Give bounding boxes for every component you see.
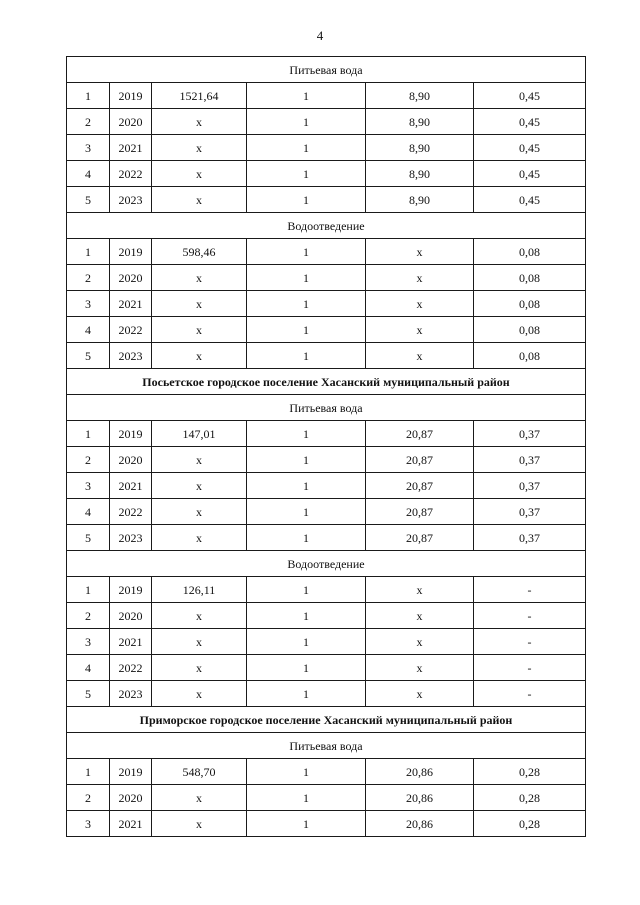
table-row: [67, 109, 586, 135]
coefficient-cell: 1: [247, 655, 366, 681]
row-number-cell: 2: [67, 603, 110, 629]
value-cell: х: [152, 187, 247, 213]
service-heading: Питьевая вода: [67, 57, 586, 83]
index-cell: х: [366, 291, 474, 317]
rate-cell: 0,08: [474, 291, 586, 317]
index-cell: 8,90: [366, 135, 474, 161]
value-cell: х: [152, 655, 247, 681]
year-cell: 2020: [110, 785, 152, 811]
year-cell: 2019: [110, 577, 152, 603]
page-number: 4: [316, 28, 324, 43]
year-cell: 2021: [110, 811, 152, 837]
table-row: [67, 473, 586, 499]
index-cell: х: [366, 655, 474, 681]
index-cell: 8,90: [366, 109, 474, 135]
coefficient-cell: 1: [247, 265, 366, 291]
table-row: [67, 265, 586, 291]
table-row: [67, 135, 586, 161]
row-number-cell: 5: [67, 681, 110, 707]
value-cell: х: [152, 499, 247, 525]
coefficient-cell: 1: [247, 239, 366, 265]
value-cell: х: [152, 525, 247, 551]
index-cell: х: [366, 317, 474, 343]
rate-cell: 0,37: [474, 499, 586, 525]
rate-cell: -: [474, 655, 586, 681]
rate-cell: 0,45: [474, 109, 586, 135]
coefficient-cell: 1: [247, 499, 366, 525]
row-number-cell: 1: [67, 759, 110, 785]
coefficient-cell: 1: [247, 135, 366, 161]
settlement-heading: Приморское городское поселение Хасанский муниципальный район: [67, 707, 586, 733]
coefficient-cell: 1: [247, 473, 366, 499]
year-cell: 2023: [110, 525, 152, 551]
value-cell: х: [152, 629, 247, 655]
row-number-cell: 1: [67, 83, 110, 109]
row-number-cell: 3: [67, 135, 110, 161]
table-row: [67, 525, 586, 551]
table-row: [67, 785, 586, 811]
year-cell: 2022: [110, 655, 152, 681]
row-number-cell: 5: [67, 525, 110, 551]
service-heading: Питьевая вода: [67, 395, 586, 421]
index-cell: 20,86: [366, 759, 474, 785]
value-cell: х: [152, 161, 247, 187]
coefficient-cell: 1: [247, 187, 366, 213]
table-row: [67, 421, 586, 447]
row-number-cell: 1: [67, 421, 110, 447]
value-cell: х: [152, 317, 247, 343]
year-cell: 2022: [110, 499, 152, 525]
rate-cell: 0,45: [474, 83, 586, 109]
index-cell: 20,86: [366, 811, 474, 837]
value-cell: х: [152, 291, 247, 317]
year-cell: 2023: [110, 187, 152, 213]
row-number-cell: 3: [67, 473, 110, 499]
service-heading-row: [67, 395, 586, 421]
year-cell: 2022: [110, 317, 152, 343]
index-cell: х: [366, 239, 474, 265]
table-row: [67, 291, 586, 317]
tariff-table: [66, 56, 586, 837]
rate-cell: -: [474, 681, 586, 707]
index-cell: 8,90: [366, 187, 474, 213]
settlement-heading-row: [67, 707, 586, 733]
year-cell: 2020: [110, 265, 152, 291]
row-number-cell: 4: [67, 655, 110, 681]
value-cell: х: [152, 135, 247, 161]
table-row: [67, 239, 586, 265]
year-cell: 2022: [110, 161, 152, 187]
table-row: [67, 187, 586, 213]
value-cell: х: [152, 603, 247, 629]
rate-cell: 0,08: [474, 343, 586, 369]
table-row: [67, 161, 586, 187]
service-heading-row: [67, 733, 586, 759]
service-heading: Питьевая вода: [67, 733, 586, 759]
row-number-cell: 5: [67, 187, 110, 213]
table-row: [67, 759, 586, 785]
row-number-cell: 2: [67, 785, 110, 811]
coefficient-cell: 1: [247, 109, 366, 135]
year-cell: 2019: [110, 83, 152, 109]
rate-cell: 0,28: [474, 785, 586, 811]
index-cell: х: [366, 629, 474, 655]
coefficient-cell: 1: [247, 629, 366, 655]
row-number-cell: 2: [67, 109, 110, 135]
index-cell: х: [366, 343, 474, 369]
coefficient-cell: 1: [247, 447, 366, 473]
index-cell: х: [366, 681, 474, 707]
service-heading: Водоотведение: [67, 551, 586, 577]
row-number-cell: 4: [67, 499, 110, 525]
value-cell: х: [152, 343, 247, 369]
table-row: [67, 83, 586, 109]
value-cell: 126,11: [152, 577, 247, 603]
rate-cell: 0,37: [474, 473, 586, 499]
value-cell: 147,01: [152, 421, 247, 447]
table-row: [67, 811, 586, 837]
rate-cell: 0,37: [474, 447, 586, 473]
table-row: [67, 603, 586, 629]
row-number-cell: 4: [67, 317, 110, 343]
coefficient-cell: 1: [247, 525, 366, 551]
year-cell: 2019: [110, 239, 152, 265]
index-cell: х: [366, 603, 474, 629]
rate-cell: -: [474, 629, 586, 655]
settlement-heading: Посьетское городское поселение Хасанский муниципальный район: [67, 369, 586, 395]
value-cell: х: [152, 681, 247, 707]
year-cell: 2023: [110, 343, 152, 369]
coefficient-cell: 1: [247, 161, 366, 187]
year-cell: 2019: [110, 759, 152, 785]
service-heading-row: [67, 551, 586, 577]
row-number-cell: 2: [67, 265, 110, 291]
table-row: [67, 499, 586, 525]
settlement-heading-row: [67, 369, 586, 395]
year-cell: 2020: [110, 603, 152, 629]
coefficient-cell: 1: [247, 811, 366, 837]
rate-cell: 0,08: [474, 265, 586, 291]
rate-cell: 0,37: [474, 421, 586, 447]
table-row: [67, 577, 586, 603]
rate-cell: 0,08: [474, 239, 586, 265]
index-cell: 20,87: [366, 473, 474, 499]
coefficient-cell: 1: [247, 785, 366, 811]
value-cell: х: [152, 811, 247, 837]
row-number-cell: 3: [67, 629, 110, 655]
table-body: [67, 57, 586, 837]
coefficient-cell: 1: [247, 421, 366, 447]
table-row: [67, 317, 586, 343]
index-cell: 20,86: [366, 785, 474, 811]
value-cell: 548,70: [152, 759, 247, 785]
coefficient-cell: 1: [247, 759, 366, 785]
service-heading-row: [67, 213, 586, 239]
value-cell: х: [152, 473, 247, 499]
index-cell: 20,87: [366, 421, 474, 447]
rate-cell: 0,37: [474, 525, 586, 551]
rate-cell: 0,45: [474, 135, 586, 161]
coefficient-cell: 1: [247, 577, 366, 603]
table-row: [67, 655, 586, 681]
rate-cell: -: [474, 603, 586, 629]
row-number-cell: 1: [67, 239, 110, 265]
year-cell: 2021: [110, 473, 152, 499]
index-cell: 20,87: [366, 499, 474, 525]
table-row: [67, 681, 586, 707]
index-cell: 8,90: [366, 83, 474, 109]
row-number-cell: 5: [67, 343, 110, 369]
coefficient-cell: 1: [247, 291, 366, 317]
row-number-cell: 2: [67, 447, 110, 473]
value-cell: х: [152, 109, 247, 135]
year-cell: 2019: [110, 421, 152, 447]
rate-cell: 0,45: [474, 161, 586, 187]
rate-cell: 0,45: [474, 187, 586, 213]
year-cell: 2021: [110, 135, 152, 161]
year-cell: 2023: [110, 681, 152, 707]
index-cell: 20,87: [366, 525, 474, 551]
index-cell: 8,90: [366, 161, 474, 187]
value-cell: х: [152, 447, 247, 473]
row-number-cell: 1: [67, 577, 110, 603]
rate-cell: 0,28: [474, 759, 586, 785]
value-cell: 1521,64: [152, 83, 247, 109]
year-cell: 2021: [110, 291, 152, 317]
table-row: [67, 343, 586, 369]
year-cell: 2020: [110, 109, 152, 135]
index-cell: х: [366, 265, 474, 291]
service-heading: Водоотведение: [67, 213, 586, 239]
rate-cell: 0,28: [474, 811, 586, 837]
index-cell: 20,87: [366, 447, 474, 473]
year-cell: 2020: [110, 447, 152, 473]
table-row: [67, 629, 586, 655]
value-cell: 598,46: [152, 239, 247, 265]
coefficient-cell: 1: [247, 681, 366, 707]
index-cell: х: [366, 577, 474, 603]
coefficient-cell: 1: [247, 83, 366, 109]
coefficient-cell: 1: [247, 317, 366, 343]
row-number-cell: 3: [67, 811, 110, 837]
coefficient-cell: 1: [247, 603, 366, 629]
row-number-cell: 4: [67, 161, 110, 187]
year-cell: 2021: [110, 629, 152, 655]
coefficient-cell: 1: [247, 343, 366, 369]
value-cell: х: [152, 785, 247, 811]
value-cell: х: [152, 265, 247, 291]
row-number-cell: 3: [67, 291, 110, 317]
rate-cell: -: [474, 577, 586, 603]
table-row: [67, 447, 586, 473]
rate-cell: 0,08: [474, 317, 586, 343]
service-heading-row: [67, 57, 586, 83]
